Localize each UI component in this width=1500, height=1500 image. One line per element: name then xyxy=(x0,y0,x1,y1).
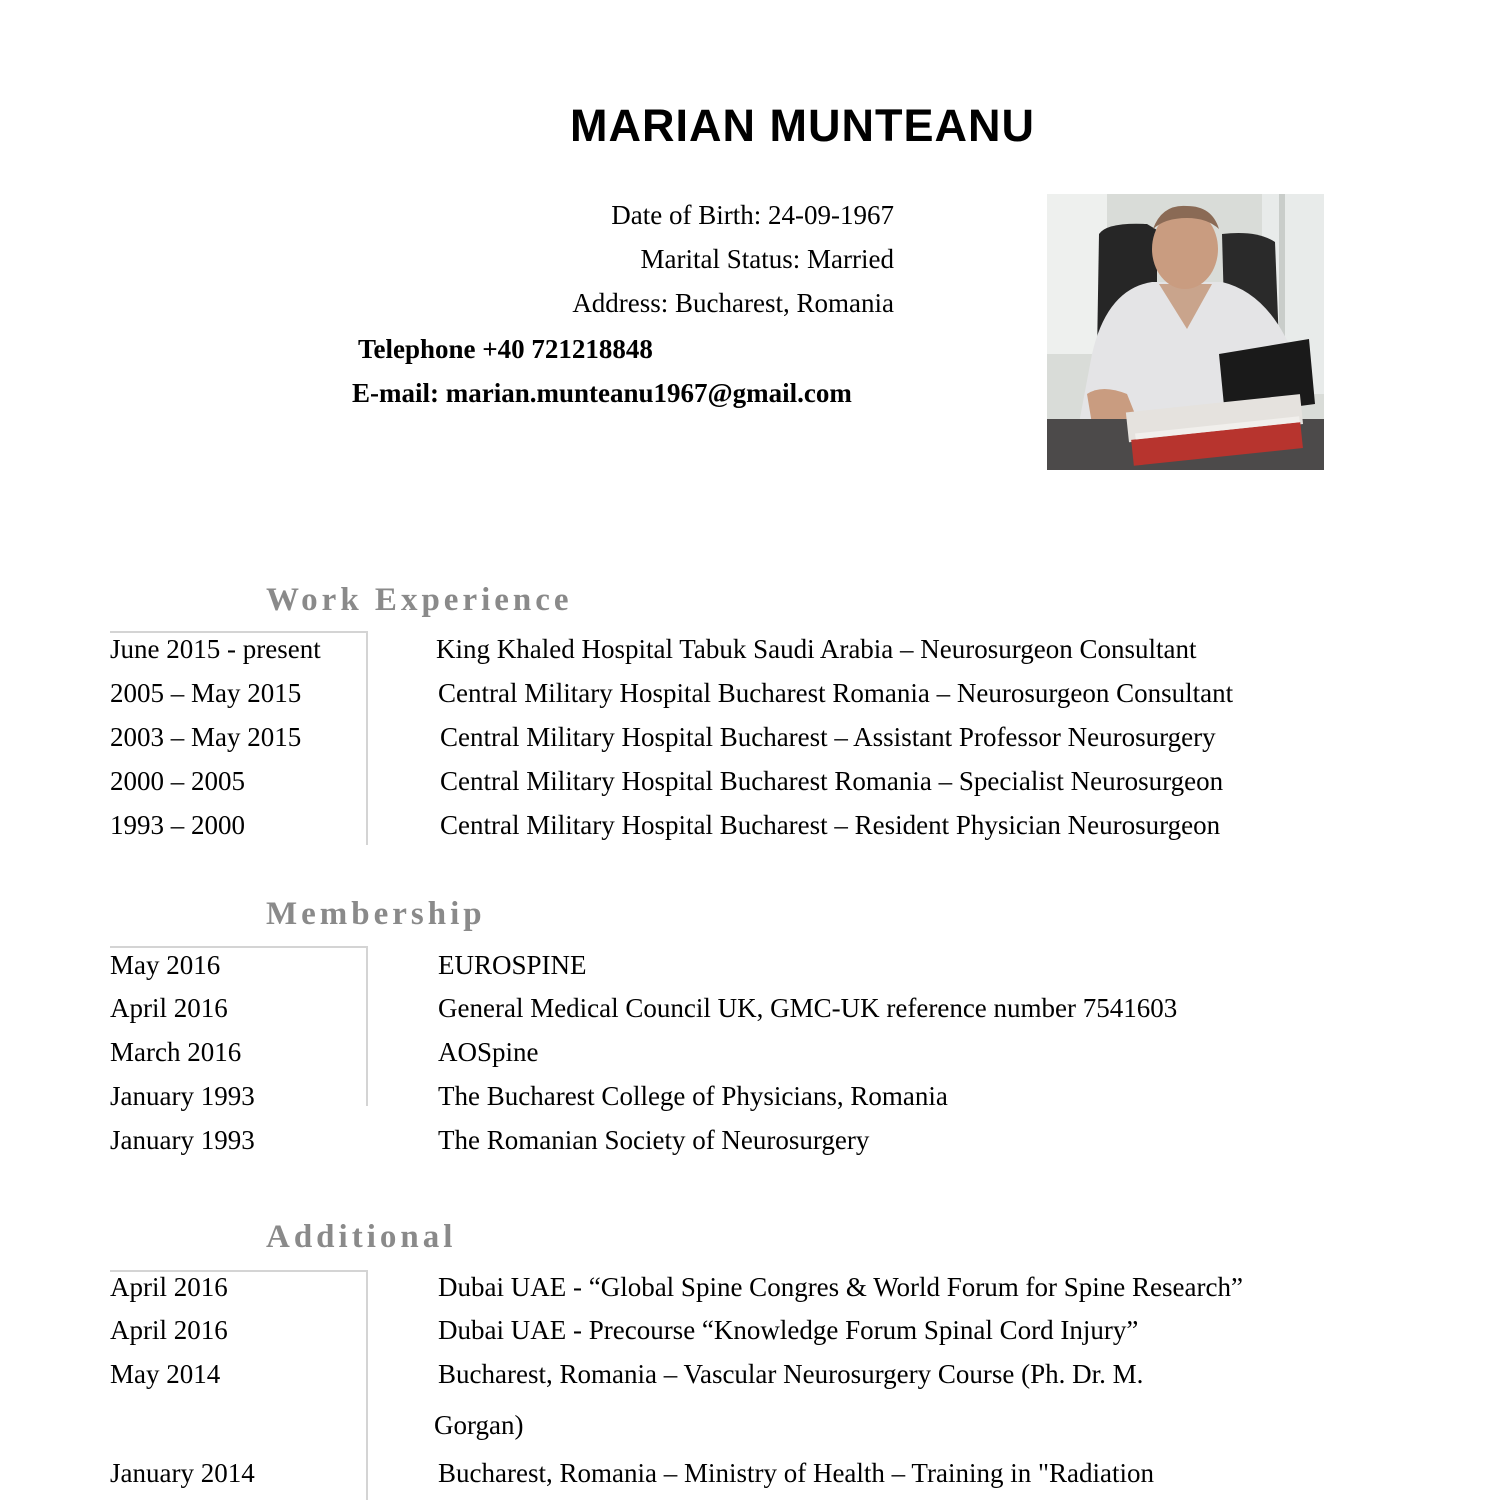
membership-date: May 2016 xyxy=(110,950,221,980)
work-description: Central Military Hospital Bucharest Romania – Specialist Neurosurgeon xyxy=(440,766,1224,796)
additional-description: Dubai UAE - Precourse “Knowledge Forum Spinal Cord Injury” xyxy=(438,1315,1139,1345)
additional-date: April 2016 xyxy=(110,1272,228,1302)
section-title-additional: Additional xyxy=(266,1219,457,1255)
telephone: Telephone +40 721218848 xyxy=(358,334,653,364)
work-date: 1993 – 2000 xyxy=(110,810,245,840)
marital-status: Marital Status: Married xyxy=(640,244,894,274)
section-title-work-experience: Work Experience xyxy=(266,582,573,618)
date-of-birth: Date of Birth: 24-09-1967 xyxy=(611,200,894,230)
membership-description: General Medical Council UK, GMC-UK reference number 7541603 xyxy=(438,993,1178,1023)
portrait-photo-icon xyxy=(1047,194,1324,470)
additional-description: Dubai UAE - “Global Spine Congres & World Forum for Spine Research” xyxy=(438,1272,1243,1302)
additional-description: Bucharest, Romania – Ministry of Health – Training in "Radiation xyxy=(438,1458,1154,1488)
work-description: Central Military Hospital Bucharest – Assistant Professor Neurosurgery xyxy=(440,722,1216,752)
additional-date: January 2014 xyxy=(110,1458,255,1488)
work-date: 2005 – May 2015 xyxy=(110,678,302,708)
membership-description: EUROSPINE xyxy=(438,950,587,980)
work-date: 2000 – 2005 xyxy=(110,766,245,796)
additional-date: May 2014 xyxy=(110,1359,221,1389)
section-divider-vertical xyxy=(366,631,368,845)
membership-date: January 1993 xyxy=(110,1125,255,1155)
membership-description: The Bucharest College of Physicians, Romania xyxy=(438,1081,948,1111)
membership-date: April 2016 xyxy=(110,993,228,1023)
work-description: Central Military Hospital Bucharest – Resident Physician Neurosurgeon xyxy=(440,810,1221,840)
address: Address: Bucharest, Romania xyxy=(572,288,894,318)
additional-description-continued: Gorgan) xyxy=(434,1410,524,1440)
work-description: Central Military Hospital Bucharest Romania – Neurosurgeon Consultant xyxy=(438,678,1234,708)
membership-date: March 2016 xyxy=(110,1037,242,1067)
additional-date: April 2016 xyxy=(110,1315,228,1345)
work-date: 2003 – May 2015 xyxy=(110,722,302,752)
additional-description: Bucharest, Romania – Vascular Neurosurgery Course (Ph. Dr. M. xyxy=(438,1359,1144,1389)
section-divider xyxy=(110,946,368,948)
membership-description: The Romanian Society of Neurosurgery xyxy=(438,1125,870,1155)
membership-description: AOSpine xyxy=(438,1037,539,1067)
membership-date: January 1993 xyxy=(110,1081,255,1111)
portrait-photo xyxy=(1047,194,1324,470)
email: E-mail: marian.munteanu1967@gmail.com xyxy=(352,378,852,408)
candidate-name: MARIAN MUNTEANU xyxy=(570,100,1035,151)
work-date: June 2015 - present xyxy=(110,634,321,664)
section-divider-vertical xyxy=(366,1270,368,1500)
section-divider xyxy=(110,631,368,633)
section-title-membership: Membership xyxy=(266,896,486,932)
work-description: King Khaled Hospital Tabuk Saudi Arabia – Neurosurgeon Consultant xyxy=(436,634,1197,664)
section-divider-vertical xyxy=(366,946,368,1106)
